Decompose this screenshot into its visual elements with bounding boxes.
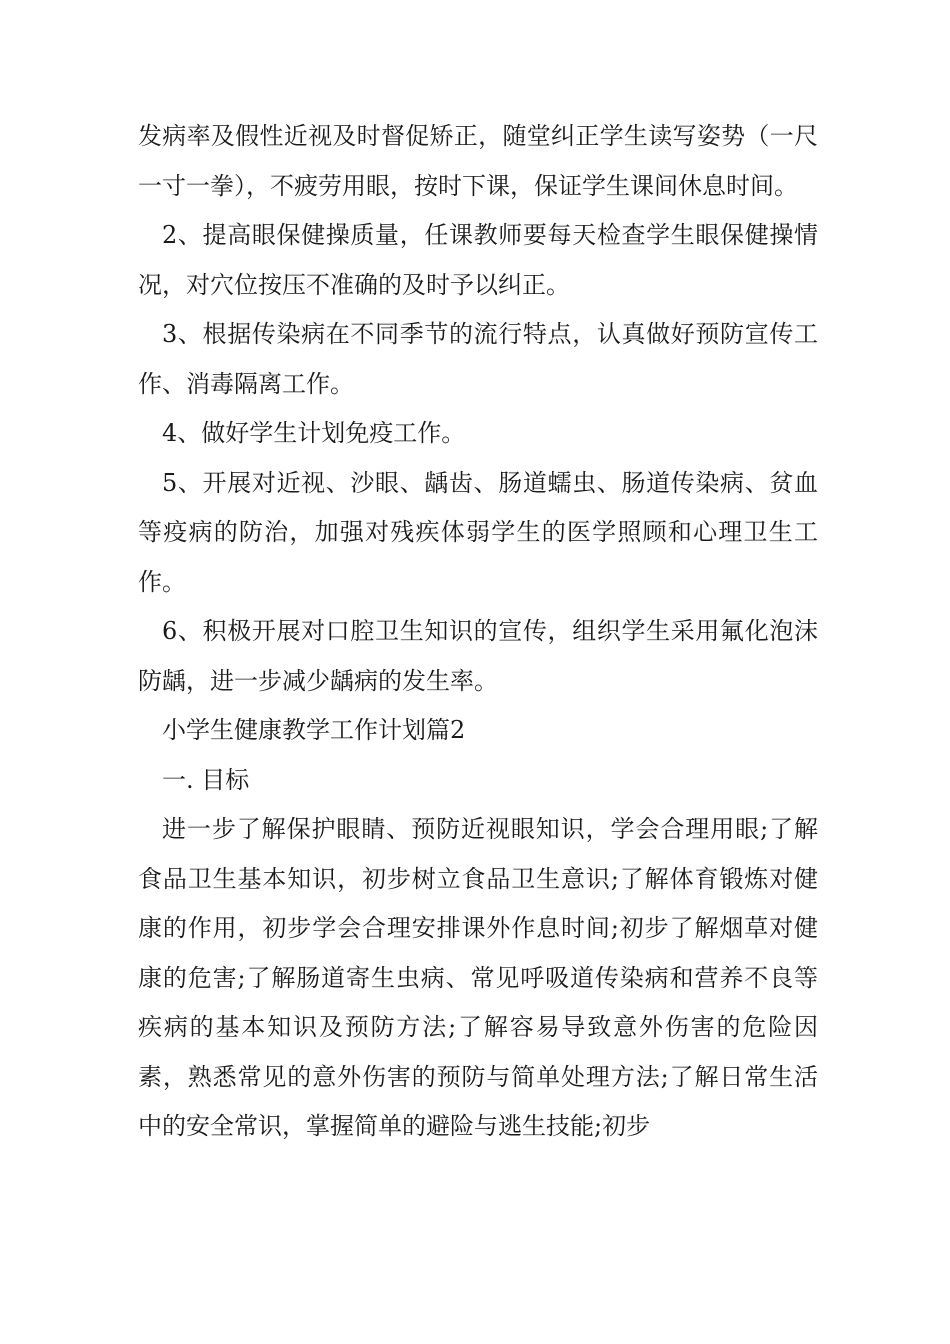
document-body (138, 112, 818, 1152)
paragraph-continuation: 发病率及假性近视及时督促矫正，随堂纠正学生读写姿势（一尺一寸一拳），不疲劳用眼，按时下课，保证学生课间休息时间。 (138, 122, 818, 200)
paragraph-item-6: 6、积极开展对口腔卫生知识的宣传，组织学生采用氟化泡沫防龋，进一步减少龋病的发生率。 (138, 617, 818, 695)
paragraph-item-5: 5、开展对近视、沙眼、龋齿、肠道蠕虫、肠道传染病、贫血等疫病的防治，加强对残疾体弱学生的医学照顾和心理卫生工作。 (138, 468, 818, 596)
section-heading-goals: 一. 目标 (162, 765, 250, 794)
paragraph-item-3: 3、根据传染病在不同季节的流行特点，认真做好预防宣传工作、消毒隔离工作。 (138, 320, 818, 398)
paragraph-goals: 进一步了解保护眼睛、预防近视眼知识，学会合理用眼;了解食品卫生基本知识，初步树立食品卫生意识;了解体育锻炼对健康的作用，初步学会合理安排课外作息时间;初步了解烟草对健康的危害;了解肠道寄生虫病、常见呼吸道传染病和营养不良等疾病的基本知识及预防方法;了解容易导致意外伤害的危险因素，熟悉常见的意外伤害的预防与简单处理方法;了解日常生活中的安全常识，掌握简单的避险与逃生技能;初步 (138, 815, 818, 1140)
paragraph-item-2: 2、提高眼保健操质量，任课教师要每天检查学生眼保健操情况，对穴位按压不准确的及时予以纠正。 (138, 221, 818, 299)
paragraph-item-4: 4、做好学生计划免疫工作。 (162, 419, 466, 447)
section-title: 小学生健康教学工作计划篇2 (162, 716, 466, 744)
